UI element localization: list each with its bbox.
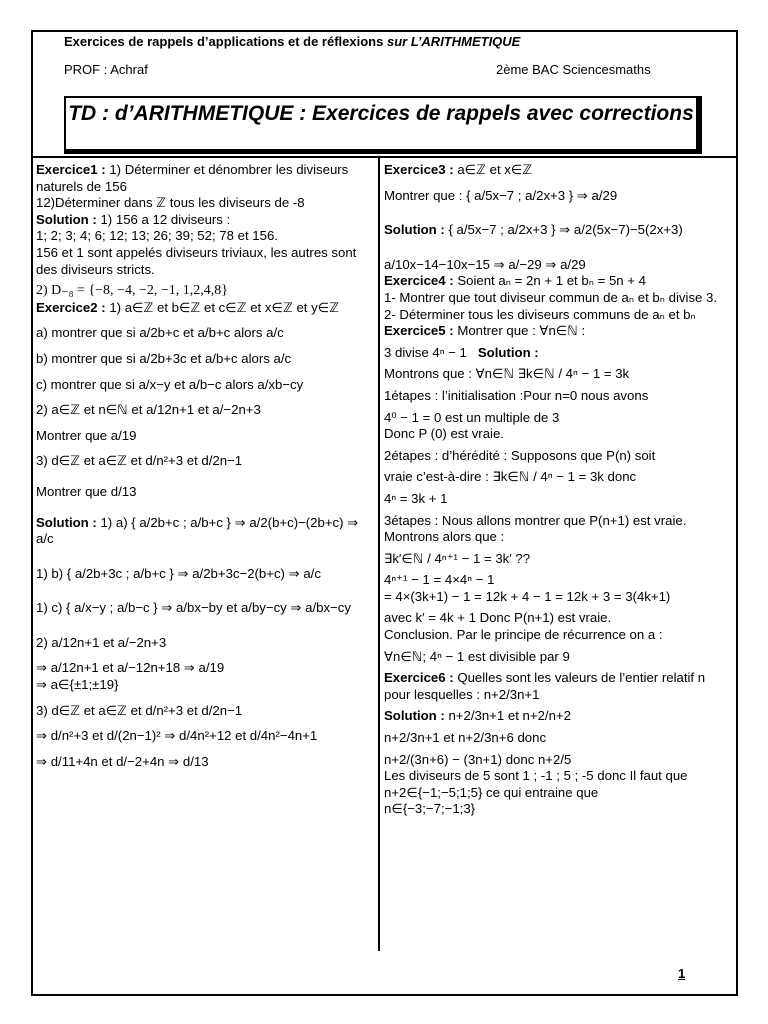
text-line: Montrer que a/19: [36, 427, 137, 443]
text-line: 3 divise 4ⁿ − 1 Solution :: [384, 344, 539, 360]
text-line: Exercice1 : 1) Déterminer et dénombrer les diviseurs naturels de 156: [36, 162, 349, 194]
header-italic: sur L’ARITHMETIQUE: [386, 34, 521, 49]
text-line: Donc P (0) est vraie.: [384, 426, 504, 442]
divider: [31, 156, 738, 158]
left-column: [36, 162, 372, 770]
text-line: 4ⁿ = 3k + 1: [384, 490, 448, 506]
text-line: Montrons que : ∀n∈ℕ ∃k∈ℕ / 4ⁿ − 1 = 3k: [384, 366, 630, 382]
text-line: ∃k′∈ℕ / 4ⁿ⁺¹ − 1 = 3k′ ??: [384, 550, 531, 566]
prof-name: PROF : Achraf: [64, 62, 148, 77]
right-column: [384, 162, 720, 818]
text-line: Montrer que : { a/5x−7 ; a/2x+3 } ⇒ a/29: [384, 187, 618, 203]
column-divider: [378, 156, 380, 951]
text-line: Exercice6 : Quelles sont les valeurs de l’entier relatif n pour lesquelles : n+2/3n+1: [384, 670, 706, 702]
text-line: 4ⁿ⁺¹ − 1 = 4×4ⁿ − 1: [384, 572, 495, 588]
text-line: 3) d∈ℤ et a∈ℤ et d/n²+3 et d/2n−1: [36, 453, 243, 469]
text-line: ∀n∈ℕ; 4ⁿ − 1 est divisible par 9: [384, 648, 570, 664]
text-line: 1) c) { a/x−y ; a/b−c } ⇒ a/bx−by et a/by−cy ⇒ a/bx−cy: [36, 600, 351, 616]
text-line: a) montrer que si a/2b+c et a/b+c alors a/c: [36, 325, 284, 341]
text-line: ⇒ a∈{±1;±19}: [36, 677, 119, 693]
page-number: 1: [678, 966, 686, 981]
text-line: Conclusion. Par le principe de récurrence on a :: [384, 627, 663, 643]
text-line: c) montrer que si a/x−y et a/b−c alors a/xb−cy: [36, 376, 304, 392]
text-line: 1étapes : l’initialisation :Pour n=0 nous avons: [384, 387, 649, 403]
text-line: Solution : n+2/3n+1 et n+2/n+2: [384, 708, 571, 724]
text-line: Exercice2 : 1) a∈ℤ et b∈ℤ et c∈ℤ et x∈ℤ et y∈ℤ: [36, 299, 340, 315]
text-line: Solution : 1) a) { a/2b+c ; a/b+c } ⇒ a/2(b+c)−(2b+c) ⇒ a/c: [36, 514, 359, 547]
text-line: Montrer que d/13: [36, 483, 137, 499]
text-line: 3étapes : Nous allons montrer que P(n+1) est vraie. Montrons alors que :: [384, 512, 687, 545]
text-line: n+2/(3n+6) − (3n+1) donc n+2/5: [384, 751, 572, 767]
text-line: 2) D₋₈ = {−8, −4, −2, −1, 1,2,4,8}: [36, 283, 228, 299]
text-line: vraie c’est-à-dire : ∃k∈ℕ / 4ⁿ − 1 = 3k donc: [384, 469, 637, 485]
header-line: [64, 34, 520, 49]
text-line: 4⁰ − 1 = 0 est un multiple de 3: [384, 409, 560, 425]
text-line: n+2/3n+1 et n+2/3n+6 donc: [384, 730, 547, 746]
text-line: 156 et 1 sont appelés diviseurs triviaux, les autres sont des diviseurs stricts.: [36, 244, 357, 277]
text-line: Exercice3 : a∈ℤ et x∈ℤ: [384, 162, 533, 177]
text-line: 2- Déterminer tous les diviseurs communs de aₙ et bₙ: [384, 306, 696, 322]
text-line: 1; 2; 3; 4; 6; 12; 13; 26; 39; 52; 78 et 156.: [36, 228, 278, 244]
text-line: 1) b) { a/2b+3c ; a/b+c } ⇒ a/2b+3c−2(b+c) ⇒ a/c: [36, 565, 321, 581]
text-line: 12)Déterminer dans ℤ tous les diviseurs de -8: [36, 195, 305, 211]
class-level: 2ème BAC Sciencesmaths: [496, 62, 651, 77]
text-line: = 4×(3k+1) − 1 = 12k + 4 − 1 = 12k + 3 = 3(4k+1): [384, 588, 671, 604]
text-line: a/10x−14−10x−15 ⇒ a/−29 ⇒ a/29: [384, 256, 586, 272]
text-line: Exercice4 : Soient aₙ = 2n + 1 et bₙ = 5n + 4: [384, 273, 647, 289]
text-line: avec k′ = 4k + 1 Donc P(n+1) est vraie.: [384, 610, 612, 626]
text-line: Solution : { a/5x−7 ; a/2x+3 } ⇒ a/2(5x−7)−5(2x+3): [384, 222, 683, 238]
header-main: Exercices de rappels d’applications et de réflexions: [64, 34, 384, 49]
text-line: b) montrer que si a/2b+3c et a/b+c alors a/c: [36, 350, 292, 366]
text-line: 2) a/12n+1 et a/−2n+3: [36, 634, 167, 650]
text-line: n∈{−3;−7;−1;3}: [384, 801, 476, 817]
text-line: 1- Montrer que tout diviseur commun de aₙ et bₙ divise 3.: [384, 289, 718, 305]
page-title: TD : d’ARITHMETIQUE : Exercices de rappels avec corrections: [64, 96, 702, 154]
text-line: Solution : 1) 156 a 12 diviseurs :: [36, 211, 231, 227]
text-line: 2) a∈ℤ et n∈ℕ et a/12n+1 et a/−2n+3: [36, 402, 261, 418]
text-line: ⇒ d/n²+3 et d/(2n−1)² ⇒ d/4n²+12 et d/4n²−4n+1: [36, 728, 318, 744]
text-line: Les diviseurs de 5 sont 1 ; -1 ; 5 ; -5 donc Il faut que n+2∈{−1;−5;1;5} ce qui entraine que: [384, 768, 688, 800]
text-line: 2étapes : d’hérédité : Supposons que P(n) soit: [384, 447, 656, 463]
text-line: ⇒ a/12n+1 et a/−12n+18 ⇒ a/19: [36, 660, 225, 676]
text-line: ⇒ d/11+4n et d/−2+4n ⇒ d/13: [36, 753, 209, 769]
text-line: 3) d∈ℤ et a∈ℤ et d/n²+3 et d/2n−1: [36, 702, 243, 718]
text-line: Exercice5 : Montrer que : ∀n∈ℕ :: [384, 323, 586, 339]
